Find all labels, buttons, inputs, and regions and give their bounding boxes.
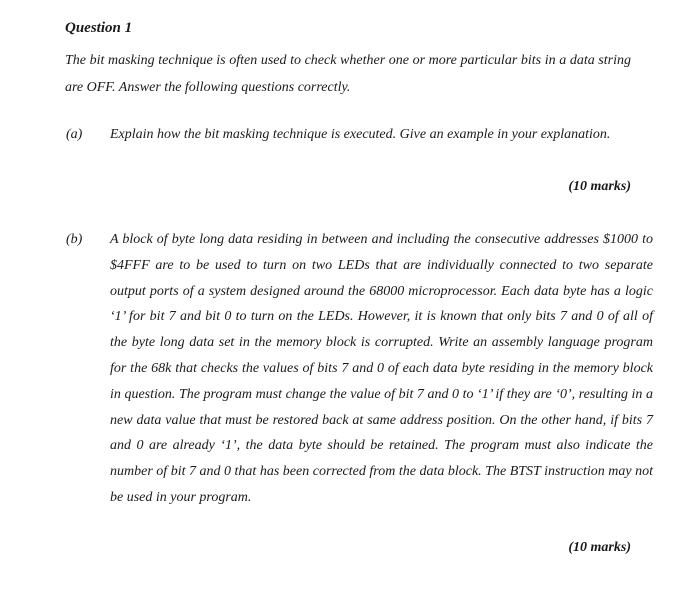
- part-a-label: (a): [66, 127, 83, 142]
- part-b: [66, 227, 653, 511]
- part-a: [66, 122, 653, 148]
- question-title: Question 1: [65, 20, 133, 36]
- part-a-marks: (10 marks): [568, 179, 631, 194]
- part-b-marks: (10 marks): [568, 540, 631, 555]
- part-a-text: Explain how the bit masking technique is executed. Give an example in your explanation.: [110, 127, 611, 142]
- part-b-label: (b): [66, 232, 83, 247]
- part-b-text: A block of byte long data residing in between and including the consecutive addresses $1000 to $4FFF are to be used to turn on two LEDs that are individually connected to two separate output ports of a system designed around the 68000 microprocessor. Each data byte has a logic ‘1’ for bit 7 and bit 0 to turn on the LEDs. However, it is known that only bits 7 and 0 of all of the byte long data set in the memory block is corrupted. Write an assembly language program for the 68k that checks the values of bits 7 and 0 of each data byte residing in the memory block in question. The program must change the value of bit 7 and 0 to ‘1’ if they are ‘0’, resulting in a new data value that must be restored back at same address position. On the other hand, if bits 7 and 0 are already ‘1’, the data byte should be retained. The program must also indicate the number of bit 7 and 0 that has been corrected from the data block. The BTST instruction may not be used in your program.: [110, 232, 653, 505]
- question-intro: The bit masking technique is often used to check whether one or more particular bits in a data string are OFF. Answer the following questions correctly.: [65, 53, 631, 95]
